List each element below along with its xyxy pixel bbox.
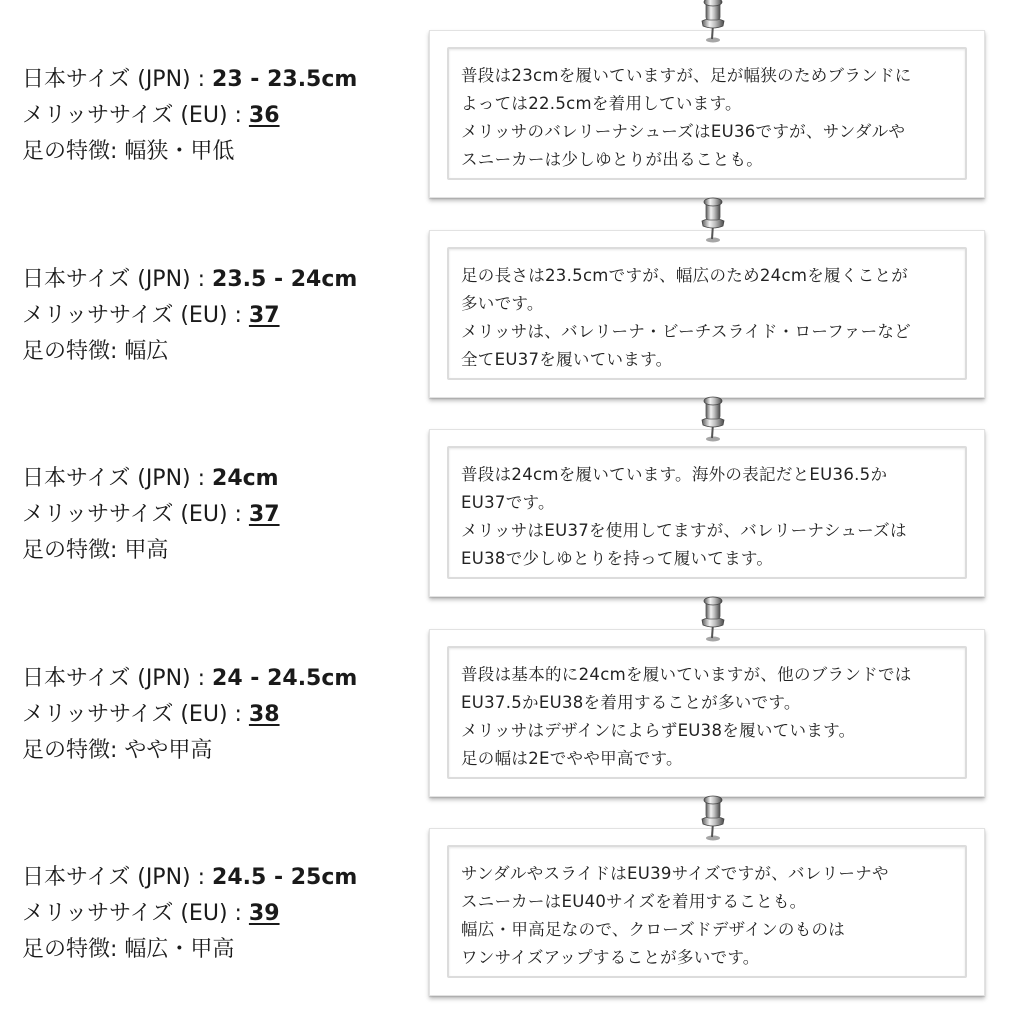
- note-card-text: [447, 845, 967, 978]
- eu-size-value: 37: [248, 303, 280, 328]
- size-info: [22, 461, 280, 569]
- foot-feature-value: 幅広・甲高: [124, 937, 235, 962]
- note-line: 普段は23cmを履いていますが、足が幅狭のためブランドに: [461, 66, 912, 85]
- jpn-size-value: 24 - 24.5cm: [212, 666, 358, 691]
- note-line: スニーカーはEU40サイズを着用することも。: [461, 892, 807, 911]
- jpn-size-value: 23.5 - 24cm: [212, 267, 358, 292]
- foot-feature-line: 足の特徴: 幅狭・甲低: [22, 139, 235, 164]
- note-card: [429, 828, 985, 996]
- foot-feature-value: 幅狭・甲低: [124, 139, 235, 164]
- size-info: [22, 661, 357, 769]
- size-entry: [0, 399, 1019, 599]
- eu-size-value: 37: [248, 502, 280, 527]
- note-card-text: [447, 446, 967, 579]
- note-line: 足の幅は2Eでやや甲高です。: [461, 749, 683, 768]
- note-line: メリッサはEU37を使用してますが、バレリーナシューズは: [461, 521, 907, 540]
- eu-size-value: 36: [248, 103, 280, 128]
- size-entry: [0, 200, 1019, 400]
- eu-size-line: メリッササイズ (EU) : 39: [22, 901, 280, 926]
- note-card: [429, 230, 985, 398]
- note-line: 普段は24cmを履いています。海外の表記だとEU36.5か: [461, 465, 888, 484]
- jpn-size-value: 24cm: [212, 466, 279, 491]
- eu-size-value: 38: [248, 702, 280, 727]
- note-line: 足の長さは23.5cmですが、幅広のため24cmを履くことが: [461, 266, 909, 285]
- note-card-text: [447, 247, 967, 380]
- note-line: メリッサは、バレリーナ・ビーチスライド・ローファーなど: [461, 322, 911, 341]
- size-info: [22, 860, 357, 968]
- push-pin-icon: [696, 792, 730, 842]
- eu-size-value: 39: [248, 901, 280, 926]
- eu-size-line: メリッササイズ (EU) : 38: [22, 702, 280, 727]
- size-entry: [0, 599, 1019, 799]
- note-card: [429, 30, 985, 198]
- note-card: [429, 429, 985, 597]
- push-pin-icon: [696, 0, 730, 44]
- note-line: スニーカーは少しゆとりが出ることも。: [461, 150, 764, 169]
- foot-feature-line: 足の特徴: やや甲高: [22, 738, 213, 763]
- size-info: [22, 62, 357, 170]
- note-card: [429, 629, 985, 797]
- note-line: 幅広・甲高足なので、クローズドデザインのものは: [461, 920, 846, 939]
- note-line: ワンサイズアップすることが多いです。: [461, 948, 760, 967]
- note-card-text: [447, 646, 967, 779]
- note-line: メリッサはデザインによらずEU38を履いています。: [461, 721, 856, 740]
- jpn-size-line: 日本サイズ (JPN) : 23 - 23.5cm: [22, 67, 358, 92]
- jpn-size-line: 日本サイズ (JPN) : 24cm: [22, 466, 279, 491]
- note-line: EU37です。: [461, 493, 555, 512]
- jpn-size-line: 日本サイズ (JPN) : 24.5 - 25cm: [22, 865, 358, 890]
- size-entry: [0, 798, 1019, 998]
- jpn-size-value: 23 - 23.5cm: [212, 67, 358, 92]
- note-line: 普段は基本的に24cmを履いていますが、他のブランドでは: [461, 665, 912, 684]
- eu-size-line: メリッササイズ (EU) : 36: [22, 103, 280, 128]
- note-line: EU37.5かEU38を着用することが多いです。: [461, 693, 801, 712]
- note-line: メリッサのバレリーナシューズはEU36ですが、サンダルや: [461, 122, 906, 141]
- size-entry: [0, 0, 1019, 200]
- note-line: サンダルやスライドはEU39サイズですが、バレリーナや: [461, 864, 889, 883]
- note-line: 多いです。: [461, 294, 544, 313]
- push-pin-icon: [696, 393, 730, 443]
- note-card-text: [447, 47, 967, 180]
- eu-size-line: メリッササイズ (EU) : 37: [22, 502, 280, 527]
- push-pin-icon: [696, 194, 730, 244]
- foot-feature-value: 甲高: [124, 538, 169, 563]
- push-pin-icon: [696, 593, 730, 643]
- foot-feature-value: 幅広: [124, 339, 169, 364]
- foot-feature-value: やや甲高: [124, 738, 213, 763]
- foot-feature-line: 足の特徴: 幅広: [22, 339, 169, 364]
- eu-size-line: メリッササイズ (EU) : 37: [22, 303, 280, 328]
- jpn-size-value: 24.5 - 25cm: [212, 865, 358, 890]
- size-info: [22, 262, 357, 370]
- jpn-size-line: 日本サイズ (JPN) : 24 - 24.5cm: [22, 666, 358, 691]
- note-line: 全てEU37を履いています。: [461, 350, 673, 369]
- jpn-size-line: 日本サイズ (JPN) : 23.5 - 24cm: [22, 267, 358, 292]
- note-line: EU38で少しゆとりを持って履いてます。: [461, 549, 774, 568]
- note-line: よっては22.5cmを着用しています。: [461, 94, 742, 113]
- foot-feature-line: 足の特徴: 幅広・甲高: [22, 937, 235, 962]
- foot-feature-line: 足の特徴: 甲高: [22, 538, 169, 563]
